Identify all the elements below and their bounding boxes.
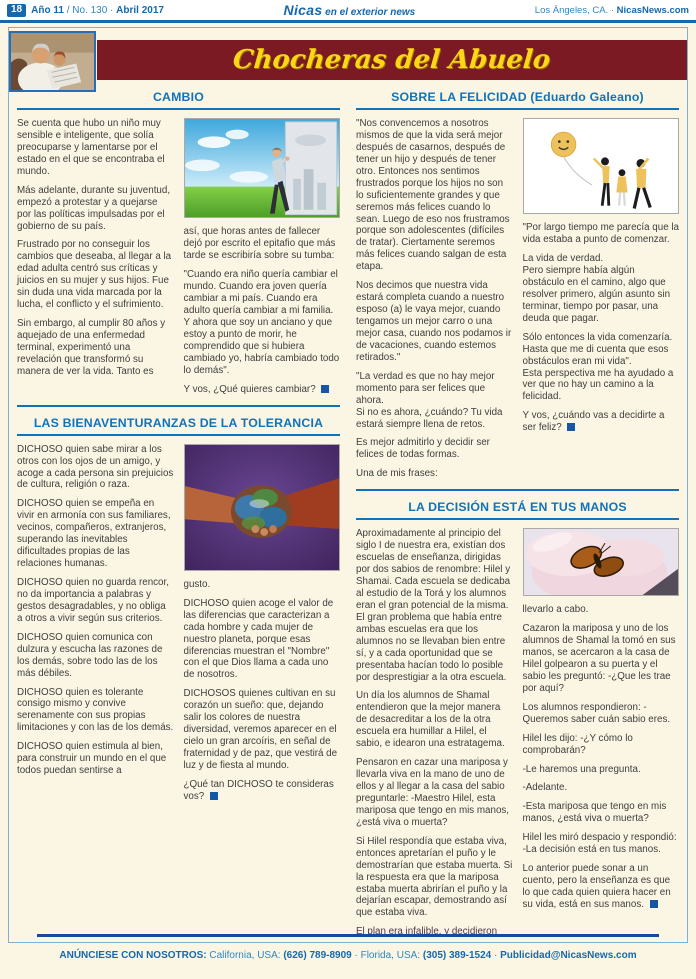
article-text-column xyxy=(356,118,513,487)
article-title: CAMBIO xyxy=(152,90,205,104)
paragraph: Hilel les dijo: -¿Y cómo lo comprobarán? xyxy=(522,732,633,756)
article-text-continued xyxy=(184,226,341,395)
article-columns xyxy=(9,80,687,943)
decision-image-art xyxy=(524,529,679,595)
article-felicidad xyxy=(356,90,679,487)
article-cambio xyxy=(17,90,340,403)
paragraph: Cazaron la mariposa y uno de los alumnos de Shamal la tomó en sus manos, se acercaron a la casa de Hilel golpearon a su puerta y el sabio les preguntó: -¿Que les trae por aquí? xyxy=(522,623,676,694)
paragraph: Nos decimos que nuestra vida estará completa cuando a nuestro esposo (a) le vaya mejor, cuando tengamos un mejor carro o una mejor casa, cuando nos podamos ir de vacaciones, cuando estemos retirados." xyxy=(356,280,512,363)
title-rule xyxy=(356,518,679,520)
paragraph: Hilel les miró despacio y respondió: -La decisión está en tus manos. xyxy=(522,832,677,856)
website-url: NicasNews.com xyxy=(616,4,689,16)
title-rule xyxy=(356,108,679,110)
article-text-column xyxy=(17,444,174,810)
paragraph: -Le haremos una pregunta. xyxy=(522,763,641,775)
footer-advertising-line: ANÚNCIESE CON NOSOTROS: California, USA: (626) 789-8909 · Florida, USA: (305) 389-1524 · Publicidad@NicasNews.com xyxy=(59,950,637,961)
cambio-image-art xyxy=(185,119,340,217)
article-text-column xyxy=(17,118,174,403)
felicidad-image-art xyxy=(524,119,679,213)
article-tolerancia xyxy=(17,416,340,810)
paragraph: Y vos, ¿cuándo vas a decidirte a ser feliz? xyxy=(522,410,665,434)
edition-text: Año 11 / No. 130 · Abril 2017 xyxy=(31,4,164,16)
masthead-name: Nicas xyxy=(283,2,323,18)
paragraph: DICHOSOS quienes cultivan en su corazón un sueño: que, dejando salir los colores de nuestra diversidad, veremos aparecer en el cielo un gran arcoíris, en señal de fraternidad y de paz, que vestirá de luz y de fiesta al mundo. xyxy=(183,688,338,771)
paragraph: Y vos, ¿Qué quieres cambiar? xyxy=(184,384,341,396)
paragraph: DICHOSO quien es tolerante consigo mismo y convive serenamente con sus propias limitaciones y con las de los demás. xyxy=(17,686,174,734)
article-title: LA DECISIÓN ESTÁ EN TUS MANOS xyxy=(408,500,627,515)
paragraph: ¿Qué tan DICHOSO te consideras vos? xyxy=(183,778,334,802)
footer-email: Publicidad@NicasNews.com xyxy=(500,950,637,961)
paragraph: Un día los alumnos de Shamal entendieron que la mejor manera de desacreditar a los de la otra escuela era humillar a Hilel, el sabio, e idearon una estratagema. xyxy=(356,690,505,750)
article-end-marker xyxy=(210,792,218,800)
article-title: SOBRE LA FELICIDAD (Eduardo Galeano) xyxy=(391,90,644,104)
paragraph: DICHOSO quien estimula al bien, para construir un mundo en el que todos puedan sentirse a xyxy=(17,741,167,777)
title-rule xyxy=(17,108,340,110)
footer-phone-florida: (305) 389-1524 xyxy=(422,950,492,961)
masthead xyxy=(284,2,416,18)
section-divider xyxy=(356,489,679,491)
paragraph: DICHOSO quien no guarda rencor, no da importancia a palabras y gestos desagradables, y no obliga a otros a vivir según sus criterios. xyxy=(17,577,169,624)
paragraph: DICHOSO quien acoge el valor de las diferencias que caracterizan a cada hombre y cada mujer de nuestro planeta, porque esas diferencias muestran el "Nombre" con el que Dios llama a cada uno de nosotros. xyxy=(183,597,334,681)
paragraph: DICHOSO quien se empeña en vivir en armonía con sus familiares, vecinos, compañeros, extranjeros, superando las inevitables dificultades propias de las relaciones humanas. xyxy=(17,498,171,570)
paragraph: Sin embargo, al cumplir 80 años y aquejado de una enfermedad terminal, experimentó una revelación que transformó su manera de ver la vida. Tanto es xyxy=(17,318,166,377)
paragraph: -Adelante. xyxy=(522,782,568,794)
location-text: Los Ángeles, CA. · NicasNews.com xyxy=(534,4,689,16)
paragraph: Una de mis frases: xyxy=(356,468,438,480)
tolerancia-image xyxy=(184,444,341,571)
paragraph: "La verdad es que no hay mejor momento para ser felices que ahora. Si no es ahora, ¿cuándo? Tu vida estará siempre llena de retos. xyxy=(356,370,503,430)
footer-phone-california: (626) 789-8909 xyxy=(283,950,352,961)
paragraph: DICHOSO quien sabe mirar a los otros con los ojos de un amigo, y acoge a cada persona sin prejuicios de cultura, religión o raza. xyxy=(17,443,174,491)
paragraph: Sólo entonces la vida comenzaría. Hasta que me di cuenta que esos obstáculos eran mi vida". Esta perspectiva me ha ayudado a ver que no hay un camino a la felicidad. xyxy=(522,331,674,403)
decision-image xyxy=(523,528,680,596)
article-end-marker xyxy=(321,385,329,393)
paragraph: El plan era infalible, y decidieron xyxy=(356,926,498,938)
article-end-marker xyxy=(650,900,658,908)
tolerancia-image-art xyxy=(185,445,340,570)
felicidad-image xyxy=(523,118,680,214)
section-banner-title: Chocheras del Abuelo xyxy=(232,45,552,75)
article-text-continued xyxy=(523,604,680,911)
paragraph: "Por largo tiempo me parecía que la vida estaba a punto de comenzar. xyxy=(522,222,680,246)
article-text-continued xyxy=(523,222,680,434)
footer-label: ANÚNCIESE CON NOSOTROS: xyxy=(59,950,207,961)
masthead-tagline: en el exterior news xyxy=(322,7,416,18)
article-text-column xyxy=(184,444,341,810)
paragraph: "Cuando era niño quería cambiar el mundo. Cuando era joven quería cambiar a mi país. Cuando era adulto quería cambiar a mi familia. Y ahora que soy un anciano y que estoy a punto de morir, he comprendido que si hubiera cambiado yo, habría cambiado todo lo demás". xyxy=(183,269,340,376)
paragraph: Si Hilel respondía que estaba viva, entonces apretarían el puño y le demostrarían que estaba muerta. Si la respuesta era que la mariposa estaba muerta abrirían el puño y la dejarían escapar, demostrando así que estaba viva. xyxy=(356,835,513,919)
article-end-marker xyxy=(567,423,575,431)
grandfather-photo xyxy=(9,31,96,92)
article-text-continued xyxy=(184,579,341,803)
article-text-column xyxy=(184,118,341,403)
paragraph: Lo anterior puede sonar a un cuento, pero la enseñanza es que lo que cada quien quiera hacer en su vida, está en sus manos. xyxy=(522,863,671,910)
paragraph: llevarlo a cabo. xyxy=(522,604,589,616)
paragraph: Es mejor admitirlo y decidir ser felices de todas formas. xyxy=(356,437,490,461)
paragraph: Aproximadamente al principio del siglo I de nuestra era, existían dos escuelas de enseñanza, dirigidas por dos sabios de renombre: Hilel y Shamai. Cada escuela se dedicaba al estudio de la Torá y los alumnos eran el gran potencial de la misma. El gran problema que había entre ambas escuelas era que los alumnos no se llevaban bien entre sí, y a cada oportunidad que se presentaba hacían todo lo posible por desprestigiar a la otra escuela. xyxy=(356,528,511,683)
paragraph: Más adelante, durante su juventud, empezó a protestar y a quejarse por las políticas impulsadas por el gobierno de su país. xyxy=(17,184,171,232)
page-frame xyxy=(8,27,688,943)
paragraph: "Nos convencemos a nosotros mismos de que la vida será mejor después de casarnos, después de tener un hijo y después de tener otro. Entonces nos sentimos frustrados porque los hijos no son lo suficientemente grandes y que seremos más felices cuando lo sean. Luego de eso nos frustramos porque son adolescentes (difíciles de tratar). Ciertamente seremos más felices cuando salgan de esta etapa. xyxy=(356,118,510,273)
paragraph: Pensaron en cazar una mariposa y llevarla viva en la mano de uno de ellos y al llegar a la casa del sabio preguntarle: -Maestro Hilel, esta mariposa que tengo en mis manos, ¿está viva o muerta? xyxy=(356,757,510,828)
edition-info xyxy=(7,4,164,17)
article-text-column xyxy=(523,528,680,943)
page-number: 18 xyxy=(7,4,26,17)
paragraph: DICHOSO quien comunica con dulzura y escucha las razones de los demás, sobre todo las de los más débiles. xyxy=(17,631,163,679)
left-column xyxy=(17,88,340,943)
grandfather-photo-art xyxy=(11,33,94,90)
paragraph: gusto. xyxy=(183,578,211,590)
paragraph: -Esta mariposa que tengo en mis manos, ¿está viva o muerta? xyxy=(522,801,667,825)
paragraph: Frustrado por no conseguir los cambios que deseaba, al llegar a la edad adulta centró sus críticas y juicios en su mujer y sus hijos. Fue sin duda una vida marcada por la lucha, el conflicto y el sufrimiento. xyxy=(17,239,172,311)
cambio-image xyxy=(184,118,341,218)
paragraph: así, que horas antes de fallecer dejó por escrito el epitafio que más tarde se escribiría sobre su tumba: xyxy=(183,226,336,262)
bottom-rule xyxy=(37,934,659,937)
newspaper-top-strip xyxy=(0,0,696,23)
article-title: LAS BIENAVENTURANZAS DE LA TOLERANCIA xyxy=(33,415,324,430)
article-text-column xyxy=(523,118,680,487)
right-column xyxy=(356,88,679,943)
paragraph: La vida de verdad. Pero siempre había algún obstáculo en el camino, algo que resolver primero, algún asunto sin terminar, tiempo por pasar, una deuda que pagar. xyxy=(522,253,671,324)
section-divider xyxy=(17,405,340,407)
article-decision xyxy=(356,500,679,943)
article-text-column xyxy=(356,528,513,943)
paragraph: Se cuenta que hubo un niño muy sensible e inteligente, que solía preocuparse y lamentarse por el estado en el que se encontraba el mundo. xyxy=(17,118,165,177)
section-banner xyxy=(97,40,687,80)
paragraph: Los alumnos respondieron: -Queremos saber cuán sabio eres. xyxy=(522,701,671,725)
title-rule xyxy=(17,434,340,436)
